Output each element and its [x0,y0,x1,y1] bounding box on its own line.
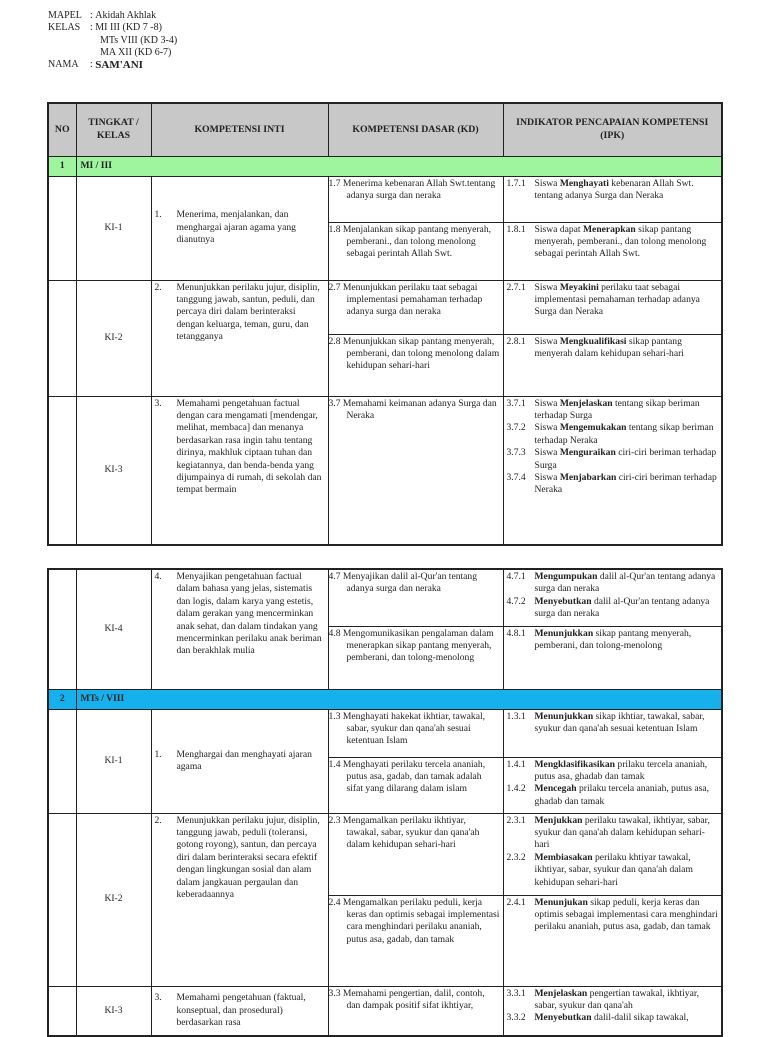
kompetensi-inti-cell [151,280,328,396]
ipk-verb: Membiasakan [534,851,593,863]
ki-text: Menghargai dan menghayati ajaran agama [176,748,312,772]
column-header: TINGKAT / KELAS [76,103,151,156]
kd-text: 3.7 Memahami keimanan adanya Surga dan Neraka [328,397,497,421]
ipk-prefix: Siswa [534,335,560,347]
ipk-number: 1.3.1 [506,710,526,722]
mapel-value: Akidah Akhlak [95,10,157,21]
ki-label: KI-4 [76,569,151,689]
ipk-text [535,711,719,736]
ki-label: KI-2 [76,280,151,396]
ipk-text [535,596,719,621]
ki-number: 1. [154,209,162,221]
ipk-item [507,852,719,889]
section-row [48,689,722,709]
kompetensi-dasar-cell [328,334,503,396]
ipk-rest: perilaku tawakal, ikhtiyar, sabar, syukur dan qana'ah dalam kehidupan sehari-hari [534,814,710,851]
ipk-verb: Menunjukan [534,896,588,908]
ipk-text [535,815,719,852]
ipk-text [535,1012,689,1024]
ipk-number: 3.7.2 [506,422,526,434]
ki-label: KI-1 [76,176,151,280]
ipk-prefix: Siswa [534,447,560,459]
ipk-verb: Mengkualifikasi [559,335,627,347]
ipk-prefix: Siswa dapat [534,223,583,235]
ipk-number: 3.7.3 [506,447,526,459]
ipk-rest: pengertian tawakal, ikhtiyar, sabar, syukur dan qana'ah [534,987,700,1011]
number-cell [48,176,76,280]
ipk-prefix: Siswa [534,397,560,409]
ipk-number: 3.7.1 [506,397,526,409]
kompetensi-dasar-cell [328,986,503,1036]
ipk-prefix: Siswa [534,471,560,483]
kd-text: 1.3 Menghayati hakekat ikhtiar, tawakal, sabar, syukur dan qana'ah sesuai ketentuan Islam [328,710,486,747]
competency-table-2 [47,568,723,1037]
ipk-verb: Mengklasifikasikan [534,758,616,770]
section-label: MTs / VIII [76,689,722,709]
kd-text: 4.8 Mengomunikasikan pengalaman dalam menerapkan sikap pantang menyerah, pemberani, dan tolong-menolong [328,627,494,664]
ipk-text [535,571,719,596]
section-number: 2 [48,689,76,709]
ipk-item [507,224,719,261]
mapel-label: MAPEL [48,10,82,21]
column-header: INDIKATOR PENCAPAIAN KOMPETENSI (IPK) [503,103,722,156]
number-cell [48,813,76,986]
ipk-verb: Meyakini [559,281,599,293]
ki-number: 2. [154,814,162,826]
kd-text: 2.4 Mengamalkan perilaku peduli, kerja keras dan optimis sebagai implementasi cara menghindari perilaku ananiah, putus asa, gadab, dan tamak [328,896,500,945]
ipk-number: 1.8.1 [506,223,526,235]
kompetensi-inti-cell [151,396,328,545]
kompetensi-inti [155,749,325,774]
ipk-item [507,282,719,319]
kompetensi-inti [155,571,325,658]
table-header-row [48,103,722,156]
ipk-text [535,759,719,784]
ipk-cell [503,396,722,545]
ki-label: KI-2 [76,813,151,986]
ipk-item [507,628,719,653]
ipk-rest: tentang sikap beriman terhadap Neraka [534,422,714,446]
ipk-text [535,472,719,497]
number-cell [48,709,76,813]
kompetensi-inti [155,815,325,902]
ipk-number: 4.8.1 [506,627,526,639]
ipk-item [507,472,719,497]
ipk-verb: Menjelaskan [559,397,613,409]
ipk-text [535,447,719,472]
ipk-item [507,571,719,596]
kompetensi-dasar-cell [328,396,503,545]
kompetensi-dasar-cell [328,813,503,895]
ki-label: KI-3 [76,986,151,1036]
column-header: NO [48,103,76,156]
ipk-item [507,178,719,203]
ipk-item [507,596,719,621]
ipk-rest: dalil al-Qur'an tentang adanya surga dan neraka [534,595,710,620]
ipk-item [507,336,719,361]
ipk-rest: prilaku tercela ananiah, putus asa, ghadab dan tamak [534,758,708,782]
ipk-text [535,988,719,1013]
ki-number: 1. [154,748,162,760]
ipk-number: 2.3.2 [506,851,526,863]
section-number: 1 [48,156,76,176]
ipk-rest: prilaku tercela ananiah, putus asa, ghadab dan tamak [534,783,710,807]
ipk-item [507,1012,719,1024]
ki-text: Menyajikan pengetahuan factual dalam bahasa yang jelas, sistematis dan logis, dalam karya yang estetis, dalam gerakan yang mencerminkan anak sehat, dan dalam tindakan yang mencerminkan perilaku anak beriman dan berakhlak mulia [176,571,322,657]
section-label: MI / III [76,156,722,176]
ki-number: 3. [154,397,162,409]
ipk-item [507,759,719,784]
ipk-cell [503,626,722,689]
table-row [48,569,722,626]
kompetensi-inti [155,209,325,246]
ipk-text [535,628,719,653]
ipk-prefix: Siswa [534,281,560,293]
ipk-rest: ciri-ciri beriman terhadap Surga [534,447,717,471]
ipk-rest: tentang sikap beriman terhadap Surga [534,397,700,421]
ipk-text [535,224,719,261]
ipk-prefix: Siswa [534,422,560,434]
ipk-number: 2.8.1 [506,335,526,347]
kompetensi-inti [155,398,325,497]
ipk-cell [503,280,722,334]
kd-text: 2.3 Mengamalkan perilaku ikhtiyar, tawakal, sabar, syukur dan qana'ah dalam kehidupan sehari-hari [328,814,480,851]
kompetensi-dasar-cell [328,222,503,280]
ipk-rest: sikap pantang menyerah, pemberani, dan tolong-menolong [534,627,692,651]
kelas-value-3: MA XII (KD 6-7) [100,46,172,58]
table-row [48,280,722,334]
ipk-cell [503,757,722,813]
competency-table-1 [47,102,723,546]
ki-text: Menerima, menjalankan, dan menghargai ajaran agama yang dianutnya [176,209,296,246]
ipk-text [535,422,719,447]
ipk-verb: Menguraikan [559,447,616,459]
kelas-label: KELAS [48,22,81,34]
kompetensi-dasar-cell [328,176,503,222]
ipk-verb: Mencegah [534,783,577,795]
ipk-verb: Menghayati [559,177,609,189]
kompetensi-dasar-cell [328,757,503,813]
ipk-verb: Menyebutkan [534,595,592,607]
ipk-cell [503,334,722,396]
kelas-value-1: MI III (KD 7 -8) [95,22,162,34]
ipk-rest: sikap pantang menyerah dalam kehidupan sehari-hari [534,335,684,359]
kd-text: 1.4 Menghayati perilaku tercela ananiah, putus asa, gadab, dan tamak adalah sifat yang dilarang dalam islam [328,758,486,795]
table-row [48,176,722,222]
ipk-rest: kebenaran Allah Swt. tentang adanya Surga dan Neraka [534,177,694,201]
kompetensi-inti [155,282,325,344]
table-row [48,709,722,757]
kompetensi-inti-cell [151,569,328,689]
ipk-rest: dalil-dalil sikap tawakal, [591,1012,689,1024]
kelas-value-2: MTs VIII (KD 3-4) [100,34,178,46]
ki-text: Menunjukkan perilaku jujur, disiplin, tanggung jawab, peduli (toleransi, gotong royong), santun, dan percaya diri dalam berinteraksi secara efektif dengan lingkungan sosial dan alam dalam jangkauan pergaulan dan keberadaannya [176,814,320,900]
ki-number: 2. [154,281,162,293]
ipk-number: 1.4.1 [506,758,526,770]
ipk-item [507,398,719,423]
ipk-cell [503,813,722,895]
kompetensi-inti-cell [151,813,328,986]
ki-text: Menunjukkan perilaku jujur, disiplin, tanggung jawab, santun, peduli, dan percaya diri dalam berinteraksi dengan keluarga, teman, guru, dan tetangganya [176,281,320,343]
ipk-text [535,398,719,423]
ipk-rest: sikap ikhtiar, tawakal, sabar, syukur dan qana'ah sesuai ketentuan Islam [534,710,705,734]
kompetensi-dasar-cell [328,709,503,757]
kompetensi-dasar-cell [328,626,503,689]
ipk-prefix: Siswa [534,177,560,189]
ipk-cell [503,569,722,626]
ipk-number: 3.3.2 [506,1012,526,1024]
ipk-rest: sikap pantang menyerah, pemberani., dan tolong menolong sebagai perintah Allah Swt. [534,223,707,260]
ipk-number: 2.7.1 [506,281,526,293]
ipk-item [507,815,719,852]
ipk-verb: Menjukkan [534,814,583,826]
ipk-number: 4.7.1 [506,571,526,582]
ipk-verb: Mengemukakan [559,422,627,434]
ipk-text [535,178,719,203]
number-cell [48,569,76,689]
ipk-text [535,852,719,889]
ipk-number: 4.7.2 [506,595,526,607]
nama-value: SAM'ANI [95,59,143,72]
section-row [48,156,722,176]
ki-number: 3. [154,992,162,1004]
number-cell [48,280,76,396]
ki-label: KI-3 [76,396,151,545]
column-header: KOMPETENSI INTI [151,103,328,156]
ipk-rest: ciri-ciri beriman terhadap Neraka [534,471,717,496]
kd-text: 4.7 Menyajikan dalil al-Qur'an tentang adanya surga dan neraka [328,571,478,595]
number-cell [48,986,76,1036]
ipk-item [507,897,719,934]
ipk-text [535,282,719,319]
ipk-verb: Menunjukkan [534,627,594,639]
ipk-text [535,897,719,934]
kd-text: 1.8 Menjalankan sikap pantang menyerah, pemberani., dan tolong menolong sebagai perintah Allah Swt. [328,223,492,260]
kd-text: 1.7 Menerima kebenaran Allah Swt.tentang adanya surga dan neraka [328,177,496,201]
table-row [48,813,722,895]
ipk-number: 2.4.1 [506,896,526,908]
nama-label: NAMA [48,59,79,71]
ipk-item [507,447,719,472]
column-header: KOMPETENSI DASAR (KD) [328,103,503,156]
ki-text: Memahami pengetahuan factual dengan cara mengamati [mendengar, melihat, membaca] dan menanya berdasarkan rasa ingin tahu tentang dirinya, makhluk ciptaan tuhan dan kegiatannya, dan benda-benda yang dijumpainya di rumah, di sekolah dan tempat bermain [176,397,322,496]
kd-text: 2.8 Menunjukkan sikap pantang menyerah, pemberani, dan tolong menolong dalam kehidupan sehari-hari [328,335,500,372]
ipk-text [535,783,719,808]
kompetensi-dasar-cell [328,569,503,626]
kompetensi-inti-cell [151,176,328,280]
ipk-number: 1.7.1 [506,177,526,189]
kompetensi-dasar-cell [328,895,503,986]
ipk-cell [503,986,722,1036]
ipk-number: 3.7.4 [506,471,526,483]
ipk-verb: Menerapkan [583,223,636,235]
ipk-cell [503,222,722,280]
ipk-rest: perilaku khtiyar tawakal, ikhtiyar, sabar, syukur dan qana'ah dalam kehidupan sehari-hari [534,851,693,888]
ipk-verb: Menunjukkan [534,710,594,722]
ipk-verb: Menjabarkan [559,471,617,483]
ipk-cell [503,176,722,222]
kompetensi-inti-cell [151,986,328,1036]
ipk-verb: Menyebutkan [534,1012,592,1024]
kompetensi-inti-cell [151,709,328,813]
ipk-verb: Mengumpukan [534,571,598,582]
ipk-verb: Menjelaskan [534,987,588,999]
ipk-rest: dalil al-Qur'an tentang adanya surga dan neraka [534,571,716,595]
kd-text: 2.7 Menunjukkan perilaku taat sebagai implementasi pemahaman terhadap adanya surga dan neraka [328,281,483,318]
ipk-rest: sikap peduli, kerja keras dan optimis sebagai implementasi cara menghindari perilaku ananiah, putus asa, gadab, dan tamak [534,896,718,933]
ipk-number: 2.3.1 [506,814,526,826]
ipk-item [507,783,719,808]
ipk-number: 3.3.1 [506,987,526,999]
ipk-item [507,988,719,1013]
kd-text: 3.3 Memahami pengertian, dalil, contoh, dan dampak positif sifat ikhtiyar, [328,987,485,1011]
table-row [48,396,722,545]
ipk-text [535,336,719,361]
number-cell [48,396,76,545]
ipk-cell [503,709,722,757]
ki-label: KI-1 [76,709,151,813]
ipk-rest: perilaku taat sebagai implementasi pemahaman terhadap adanya Surga dan Neraka [534,281,700,318]
ipk-cell [503,895,722,986]
ki-number: 4. [154,571,162,582]
kompetensi-dasar-cell [328,280,503,334]
ipk-item [507,711,719,736]
ipk-number: 1.4.2 [506,783,526,795]
ki-text: Memahami pengetahuan (faktual, konseptual, dan prosedural) berdasarkan rasa [176,992,306,1028]
table-row [48,986,722,1036]
document-meta: MAPEL : Akidah Akhlak KELAS : MI III (KD 7 -8) MTs VIII (KD 3-4) MA XII (KD 6-7) NAMA : SAM'ANI [48,10,178,72]
ipk-item [507,422,719,447]
